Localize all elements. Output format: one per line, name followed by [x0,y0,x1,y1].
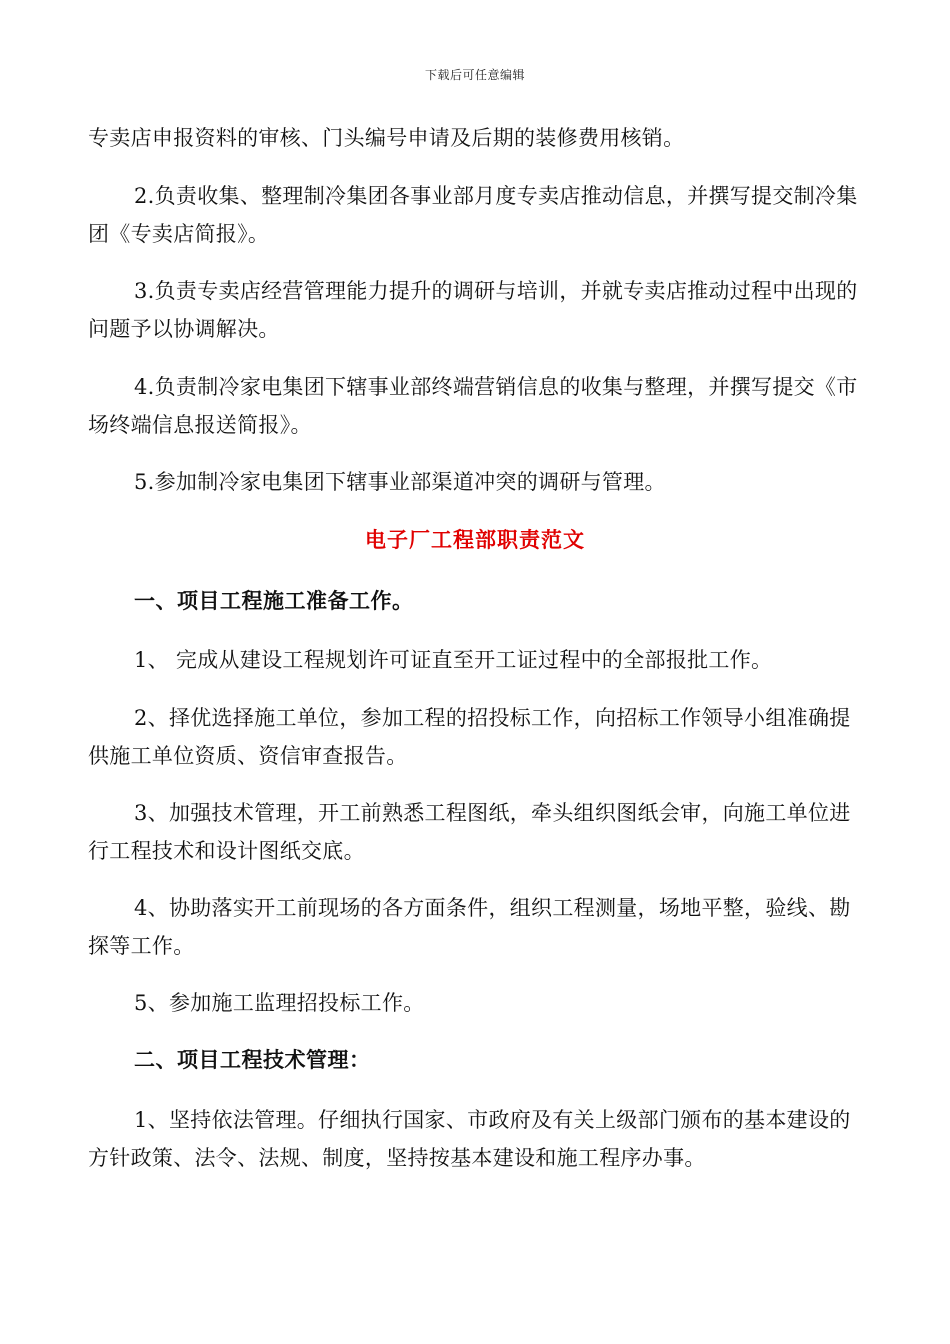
section1-item-5: 5、参加施工监理招投标工作。 [134,991,425,1015]
paragraph-item-4: 4.负责制冷家电集团下辖事业部终端营销信息的收集与整理，并撰写提交《市场终端信息报送简报》。 [88,375,858,437]
section1-item-4: 4、协助落实开工前现场的各方面条件，组织工程测量，场地平整，验线、勘探等工作。 [88,896,851,958]
section1-item-2: 2、择优选择施工单位，参加工程的招投标工作，向招标工作领导小组准确提供施工单位资质、资信审查报告。 [88,706,851,768]
section1-item-1: 1、 完成从建设工程规划许可证直至开工证过程中的全部报批工作。 [134,648,773,672]
section-heading-1: 一、项目工程施工准备工作。 [134,588,414,613]
section2-item-1: 1、坚持依法管理。仔细执行国家、市政府及有关上级部门颁布的基本建设的方针政策、法令、法规、制度，坚持按基本建设和施工程序办事。 [88,1108,851,1170]
paragraph-continuation: 专卖店申报资料的审核、门头编号申请及后期的装修费用核销。 [88,126,685,150]
document-title: 电子厂工程部职责范文 [365,527,585,552]
section-heading-2: 二、项目工程技术管理： [134,1047,371,1072]
paragraph-item-2: 2.负责收集、整理制冷集团各事业部月度专卖店推动信息，并撰写提交制冷集团《专卖店简报》。 [88,184,858,246]
header-note: 下载后可任意编辑 [424,68,525,82]
paragraph-item-5: 5.参加制冷家电集团下辖事业部渠道冲突的调研与管理。 [134,470,666,494]
section1-item-3: 3、加强技术管理，开工前熟悉工程图纸，牵头组织图纸会审，向施工单位进行工程技术和设计图纸交底。 [88,801,851,863]
paragraph-item-3: 3.负责专卖店经营管理能力提升的调研与培训，并就专卖店推动过程中出现的问题予以协调解决。 [88,279,858,341]
